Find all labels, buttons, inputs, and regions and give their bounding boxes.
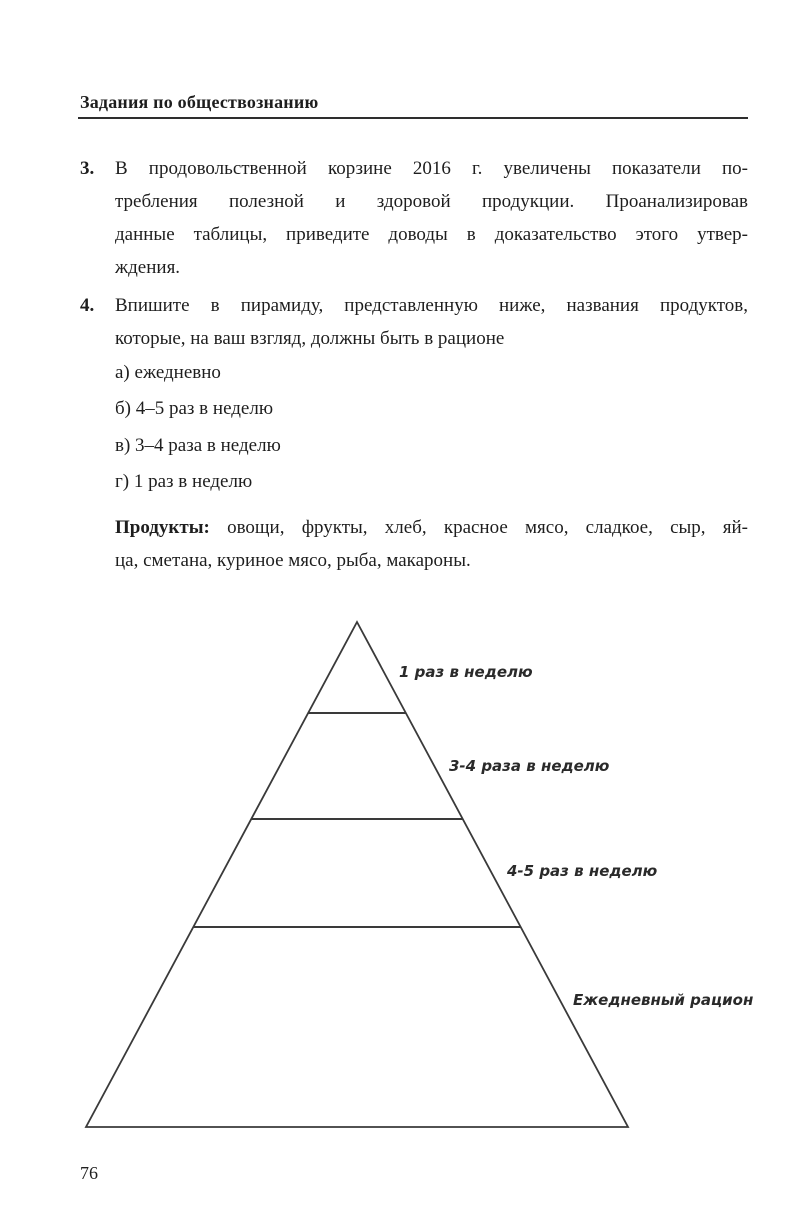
pyramid-level-label-base: Ежедневный рацион [573, 991, 754, 1009]
option-item-a: а) ежедневно [115, 362, 221, 383]
pyramid-level-label-third: 4-5 раз в неделю [507, 862, 658, 880]
task4-options-list [115, 355, 748, 501]
task-text [115, 289, 748, 355]
running-header-title: Задания по обществознанию [80, 92, 319, 112]
task-text-line: данные таблицы, приведите доводы в доказательство этого утвер- [115, 224, 748, 245]
pyramid-svg [0, 600, 810, 1160]
task-text-line: В продовольственной корзине 2016 г. увеличены показатели по- [115, 158, 748, 179]
products-label: Продукты: [115, 517, 210, 538]
task-number: 4. [80, 295, 95, 316]
option-item-b: б) 4–5 раз в неделю [115, 398, 274, 420]
products-paragraph [115, 511, 748, 577]
task-text-line: которые, на ваш взгляд, должны быть в рационе [115, 328, 505, 349]
products-line [115, 511, 748, 544]
products-list-part1: овощи, фрукты, хлеб, красное мясо, сладкое, сыр, яй- [209, 517, 748, 538]
task-item-4 [80, 289, 748, 355]
option-item-v: в) 3–4 раза в неделю [115, 434, 281, 456]
products-list-part2: ца, сметана, куриное мясо, рыба, макароны. [115, 550, 471, 571]
option-item-g: г) 1 раз в неделю [115, 471, 253, 493]
task-text-line: Впишите в пирамиду, представленную ниже, названия продуктов, [115, 295, 748, 316]
task-text [115, 152, 748, 284]
page-number: 76 [80, 1163, 98, 1183]
pyramid-level-label-second: 3-4 раза в неделю [449, 757, 610, 775]
header-rule [78, 117, 748, 119]
task-text-line: ждения. [115, 257, 181, 278]
task-number: 3. [80, 158, 95, 179]
task-text-line: требления полезной и здоровой продукции. Проанализировав [115, 191, 748, 212]
pyramid-level-label-top: 1 раз в неделю [399, 663, 533, 681]
task-item-3 [80, 152, 748, 284]
food-pyramid-diagram [0, 600, 810, 1160]
